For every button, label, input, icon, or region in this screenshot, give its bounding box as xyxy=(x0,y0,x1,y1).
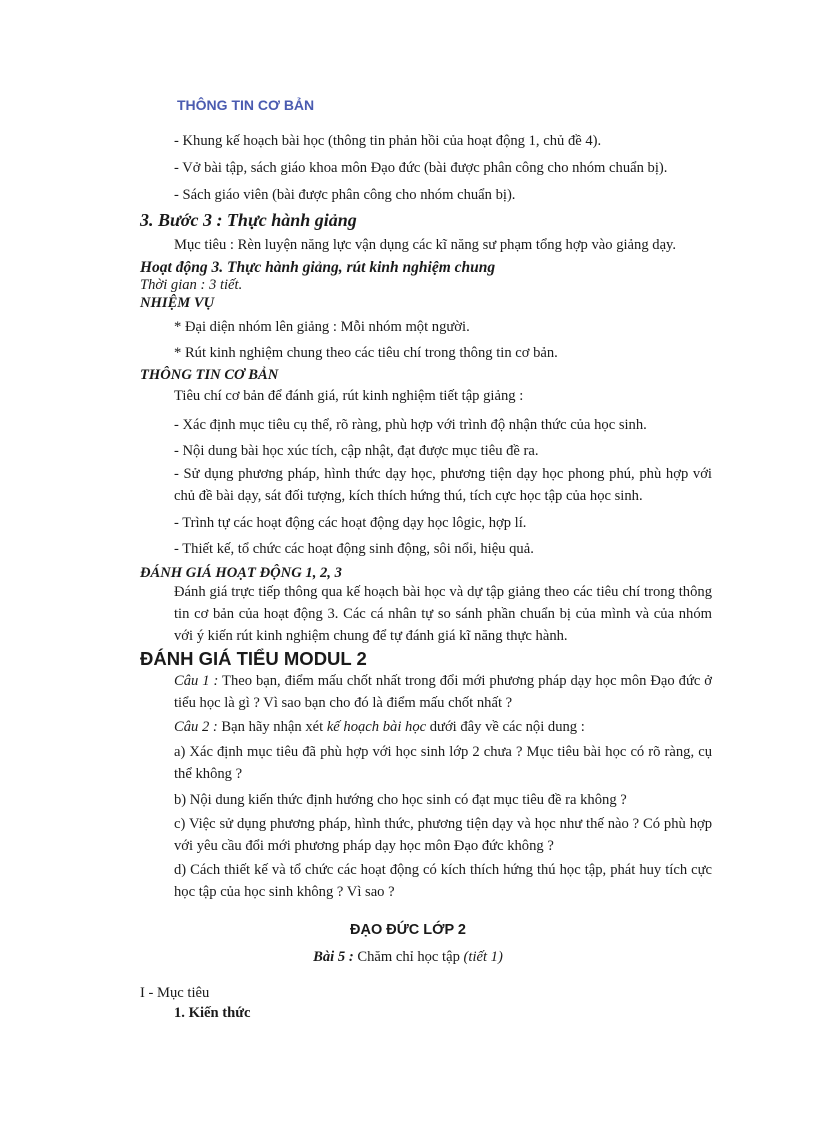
lesson-title: ĐẠO ĐỨC LỚP 2 xyxy=(350,922,466,938)
question-1-text: Theo bạn, điểm mấu chốt nhất trong đổi mới phương pháp dạy học môn Đạo đức ở tiểu học là gì ? Vì sao bạn cho đó là điểm mấu chốt nhất ? xyxy=(174,673,712,711)
activity3-heading: Hoạt động 3. Thực hành giảng, rút kinh nghiệm chung xyxy=(140,259,496,276)
info-heading: THÔNG TIN CƠ BẢN xyxy=(140,367,279,383)
lesson-label: Bài 5 : xyxy=(313,949,354,965)
eval-text: Đánh giá trực tiếp thông qua kế hoạch bài học và dự tập giảng theo các tiêu chí trong thông tin cơ bản của hoạt động 3. Các cá nhân tự so sánh phần chuẩn bị của mình và của nhóm với ý kiến rút kinh nghiệm chung để tự đánh giá kĩ năng thực hành. xyxy=(174,584,712,644)
question-2-emphasis: kế hoạch bài học xyxy=(326,719,427,735)
step3-heading: 3. Bước 3 : Thực hành giảng xyxy=(140,210,357,230)
criteria-item: - Trình tự các hoạt động các hoạt động dạy học lôgic, hợp lí. xyxy=(174,515,527,531)
sub-question-a: a) Xác định mục tiêu đã phù hợp với học sinh lớp 2 chưa ? Mục tiêu bài học có rõ ràng, cụ thể không ? xyxy=(174,744,712,782)
sub-question-c: c) Việc sử dụng phương pháp, hình thức, phương tiện dạy và học như thế nào ? Có phù hợp với yêu cầu đổi mới phương pháp dạy học môn Đạo đức không ? xyxy=(174,816,712,854)
step3-goal: Mục tiêu : Rèn luyện năng lực vận dụng các kĩ năng sư phạm tổng hợp vào giảng dạy. xyxy=(174,237,677,253)
criteria-item: - Xác định mục tiêu cụ thể, rõ ràng, phù hợp với trình độ nhận thức của học sinh. xyxy=(174,417,647,433)
sub-question-b: b) Nội dung kiến thức định hướng cho học sinh có đạt mục tiêu đề ra không ? xyxy=(174,792,627,808)
criteria-item: - Nội dung bài học xúc tích, cập nhật, đạt được mục tiêu đề ra. xyxy=(174,443,539,459)
criteria-item: - Thiết kế, tổ chức các hoạt động sinh động, sôi nổi, hiệu quả. xyxy=(174,541,534,557)
knowledge-heading: 1. Kiến thức xyxy=(174,1005,251,1021)
info-intro: Tiêu chí cơ bản để đánh giá, rút kinh nghiệm tiết tập giảng : xyxy=(174,388,524,404)
question-1-label: Câu 1 : xyxy=(174,673,219,689)
question-2-label: Câu 2 : xyxy=(174,719,218,735)
lesson-period: (tiết 1) xyxy=(463,949,503,965)
objective-heading: I - Mục tiêu xyxy=(140,985,210,1001)
list-item: - Sách giáo viên (bài được phân công cho nhóm chuẩn bị). xyxy=(174,187,516,203)
sub-question-d: d) Cách thiết kế và tổ chức các hoạt động có kích thích hứng thú học tập, phát huy tích cực học tập của học sinh không ? Vì sao ? xyxy=(174,862,712,900)
criteria-item: - Sử dụng phương pháp, hình thức dạy học, phương tiện dạy học phong phú, phù hợp với chủ đề bài dạy, sát đối tượng, kích thích hứng thú, tích cực học tập của học sinh. xyxy=(174,466,712,504)
eval-heading: ĐÁNH GIÁ HOẠT ĐỘNG 1, 2, 3 xyxy=(140,565,342,581)
lesson-line xyxy=(0,946,816,968)
task-item: * Đại diện nhóm lên giảng : Mỗi nhóm một người. xyxy=(174,319,470,335)
task-item: * Rút kinh nghiệm chung theo các tiêu chí trong thông tin cơ bản. xyxy=(174,345,558,361)
question-2 xyxy=(174,716,585,738)
question-2-text-a: Bạn hãy nhận xét xyxy=(217,719,327,735)
list-item: - Vở bài tập, sách giáo khoa môn Đạo đức (bài được phân công cho nhóm chuẩn bị). xyxy=(174,160,668,176)
modul-heading: ĐÁNH GIÁ TIỂU MODUL 2 xyxy=(140,648,367,669)
list-item: - Khung kế hoạch bài học (thông tin phản hồi của hoạt động 1, chủ đề 4). xyxy=(174,133,602,149)
section-heading-basic-info: THÔNG TIN CƠ BẢN xyxy=(177,97,315,113)
task-heading: NHIỆM VỤ xyxy=(140,295,215,311)
question-2-text-b: dưới đây về các nội dung : xyxy=(426,719,585,735)
activity3-time: Thời gian : 3 tiết. xyxy=(140,277,243,293)
lesson-name: Chăm chỉ học tập xyxy=(353,949,464,965)
question-1 xyxy=(174,670,712,714)
